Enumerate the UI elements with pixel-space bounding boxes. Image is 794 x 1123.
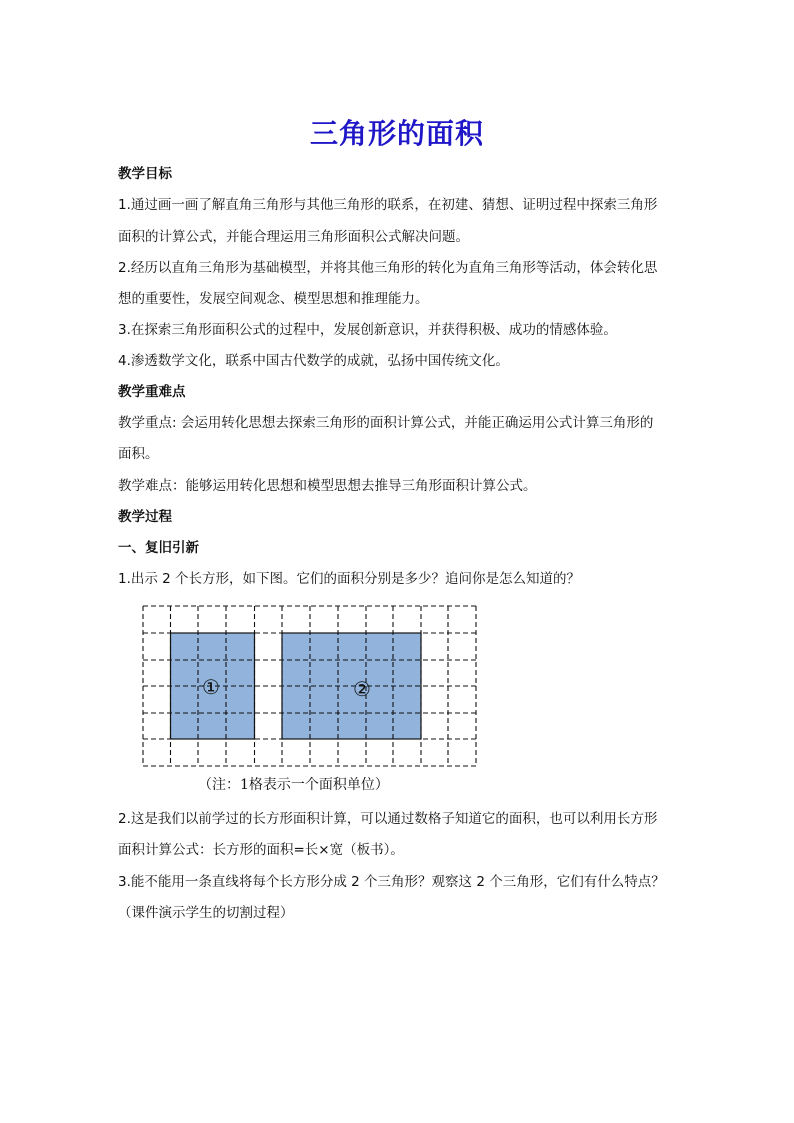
step-3-text: （课件演示学生的切割过程） [118,905,294,921]
objective-line: 2.经历以直角三角形为基础模型，并将其他三角形的转化为直角三角形等活动，体会转化思 [118,260,658,276]
grid-rectangles-figure [142,605,478,768]
rectangle-2-label: ② [353,677,371,701]
objective-line: 1.通过画一画了解直角三角形与其他三角形的联系，在初建、猜想、证明过程中探索三角形 [118,197,658,213]
key-point-line: 教学难点：能够运用转化思想和模型思想去推导三角形面积计算公式。 [118,478,537,494]
step-2-text: 面积计算公式：长方形的面积=长×宽（板书）。 [118,842,404,858]
objective-line: 3.在探索三角形面积公式的过程中，发展创新意识，并获得积极、成功的情感体验。 [118,322,617,338]
page-title: 三角形的面积 [309,117,484,150]
process-heading: 教学过程 [118,509,172,525]
objectives-heading: 教学目标 [118,166,172,182]
key-point-line: 面积。 [118,446,159,462]
objective-line: 面积的计算公式，并能合理运用三角形面积公式解决问题。 [118,229,469,245]
section-heading: 一、复旧引新 [118,540,199,556]
figure-caption: （注：1格表示一个面积单位） [198,777,389,793]
step-1-text: 1.出示 2 个长方形，如下图。它们的面积分别是多少？追问你是怎么知道的？ [118,571,581,587]
key-point-line: 教学重点: 会运用转化思想去探索三角形的面积计算公式，并能正确运用公式计算三角形的 [118,415,654,431]
objective-line: 想的重要性，发展空间观念、模型思想和推理能力。 [118,291,429,307]
objective-line: 4.渗透数学文化，联系中国古代数学的成就，弘扬中国传统文化。 [118,353,509,369]
dashed-grid [143,606,476,766]
rectangle-1-label: ① [202,675,220,699]
step-3-text: 3.能不能用一条直线将每个长方形分成 2 个三角形？观察这 2 个三角形，它们有什么特点？ [118,874,665,890]
key-points-heading: 教学重难点 [118,384,186,400]
step-2-text: 2.这是我们以前学过的长方形面积计算，可以通过数格子知道它的面积，也可以利用长方形 [118,811,658,827]
